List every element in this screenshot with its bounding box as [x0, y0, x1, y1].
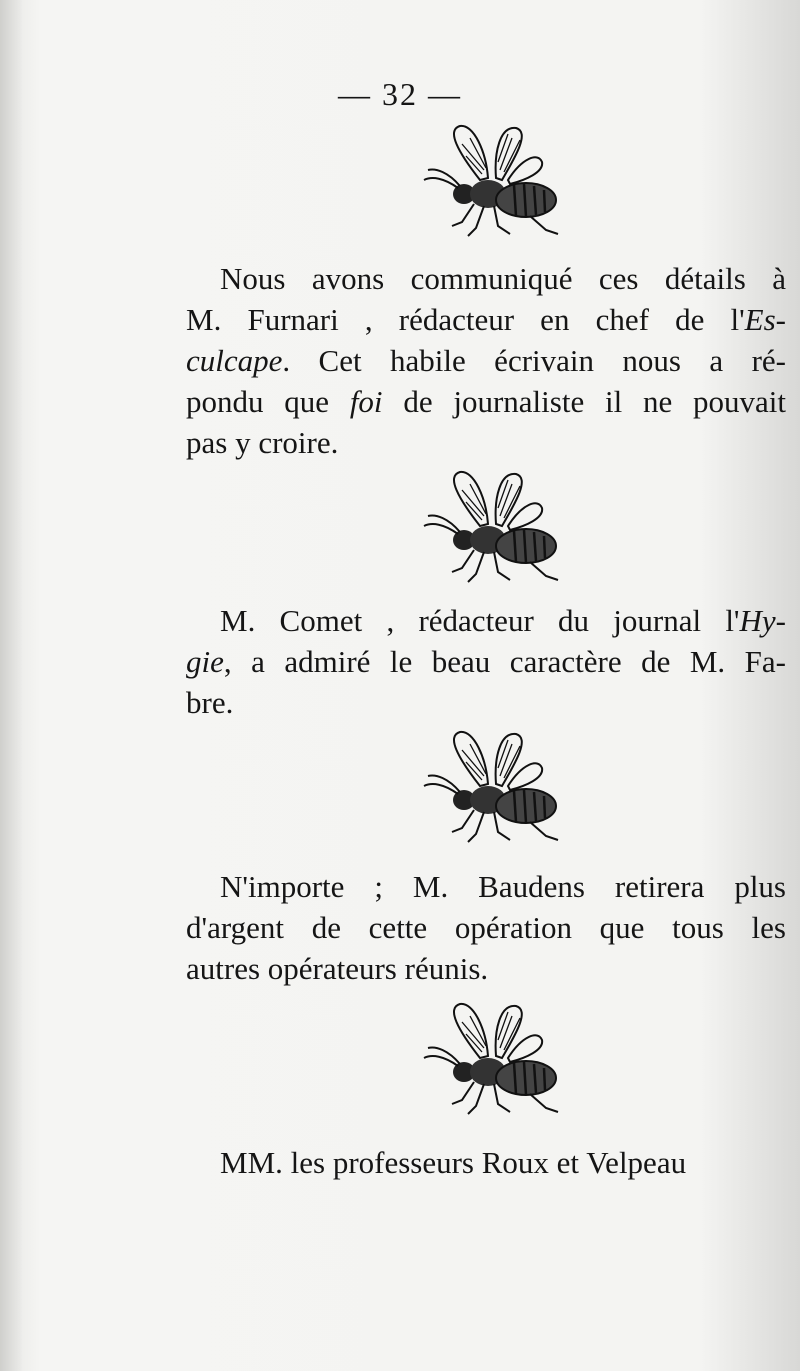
text-run: de journaliste il ne pouvait — [382, 384, 786, 419]
text-line — [186, 682, 786, 723]
text-line — [186, 1142, 786, 1183]
text-line — [186, 866, 786, 907]
text-run: bre. — [186, 685, 234, 720]
italic-text: Es- — [744, 302, 786, 337]
text-line — [186, 600, 786, 641]
page-edge — [0, 0, 22, 1371]
page-number: — 32 — — [338, 76, 462, 112]
text-line — [186, 299, 786, 340]
text-run: , a admiré le beau caractère de M. Fa- — [223, 644, 786, 679]
text-run: pondu que — [186, 384, 350, 419]
text-run: autres opérateurs réunis. — [186, 951, 489, 986]
paragraph-2 — [186, 600, 786, 723]
text-line — [186, 641, 786, 682]
italic-text: gie — [186, 644, 224, 679]
text-line — [186, 422, 786, 463]
italic-text: foi — [349, 384, 383, 419]
text-run: M. Furnari , rédacteur en chef de l' — [186, 302, 745, 337]
text-line — [186, 948, 786, 989]
italic-text: culcape — [186, 343, 283, 378]
paragraph-1 — [186, 258, 786, 463]
bee-icon — [418, 468, 568, 588]
bee-icon — [418, 122, 568, 242]
text-run: . Cet habile écrivain nous a ré- — [282, 343, 786, 378]
text-line — [186, 258, 786, 299]
paragraph-4 — [186, 1142, 786, 1183]
bee-icon — [418, 1000, 568, 1120]
bee-icon — [418, 728, 568, 848]
text-run: Nous avons communiqué ces détails à — [220, 261, 786, 296]
text-run: pas y croire. — [186, 425, 339, 460]
text-run: N'importe ; M. Baudens retirera plus — [220, 869, 786, 904]
text-line — [186, 907, 786, 948]
text-line — [186, 381, 786, 422]
paragraph-3 — [186, 866, 786, 989]
text-run: M. Comet , rédacteur du journal l' — [220, 603, 740, 638]
text-run: d'argent de cette opération que tous les — [186, 910, 786, 945]
italic-text: Hy- — [739, 603, 786, 638]
text-run: MM. les professeurs Roux et Velpeau — [220, 1145, 687, 1180]
text-line — [186, 340, 786, 381]
